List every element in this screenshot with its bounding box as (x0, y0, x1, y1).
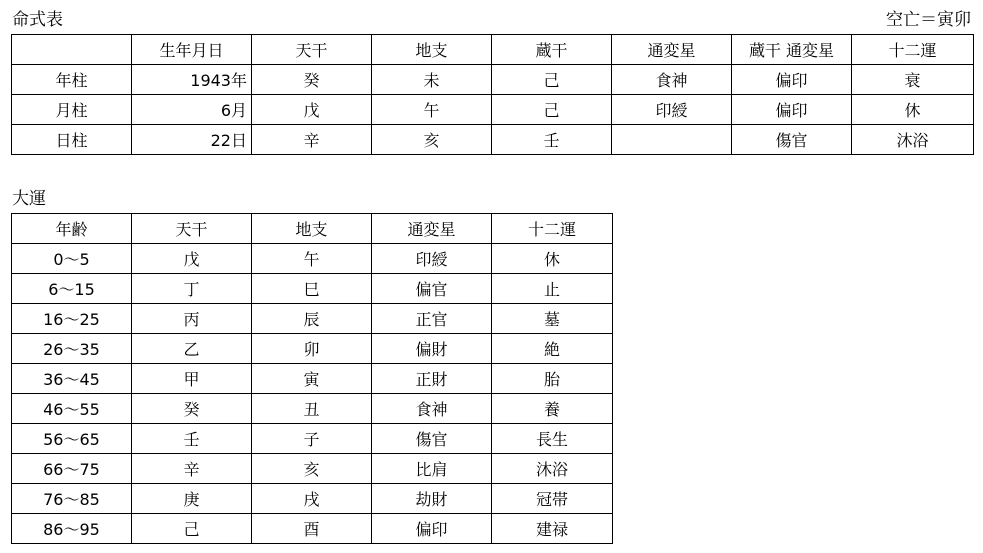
table-row (12, 364, 613, 394)
table-cell: 戊 (132, 244, 252, 274)
table-cell: 己 (132, 514, 252, 544)
taiun-title: 大運 (12, 189, 46, 209)
pillar-label: 年柱 (12, 65, 132, 95)
table-cell: 丁 (132, 274, 252, 304)
table-cell: 傷官 (372, 424, 492, 454)
table-cell: 午 (252, 244, 372, 274)
table-row (12, 244, 613, 274)
table-cell: 劫財 (372, 484, 492, 514)
age-range: 66〜75 (12, 454, 132, 484)
age-range: 76〜85 (12, 484, 132, 514)
table-cell: 壬 (492, 125, 612, 155)
header-cell: 十二運 (852, 35, 974, 65)
table-cell: 止 (492, 274, 613, 304)
table-cell: 養 (492, 394, 613, 424)
table-cell: 酉 (252, 514, 372, 544)
table-cell: 冠帯 (492, 484, 613, 514)
table-cell: 丙 (132, 304, 252, 334)
table-row (12, 65, 974, 95)
header-cell (12, 35, 132, 65)
header-cell: 年齢 (12, 214, 132, 244)
table-cell: 癸 (252, 65, 372, 95)
pillar-label: 日柱 (12, 125, 132, 155)
table-cell: 己 (492, 65, 612, 95)
meishiki-header-row (12, 35, 974, 65)
header-cell: 地支 (252, 214, 372, 244)
taiun-header-row (12, 214, 613, 244)
table-row (12, 334, 613, 364)
kubou-label: 空亡＝寅卯 (886, 10, 971, 30)
table-cell: 未 (372, 65, 492, 95)
header-cell: 蔵干 (492, 35, 612, 65)
table-cell: 正財 (372, 364, 492, 394)
table-cell (612, 125, 732, 155)
age-range: 46〜55 (12, 394, 132, 424)
birth-cell: 22日 (132, 125, 252, 155)
table-cell: 辛 (132, 454, 252, 484)
table-cell: 己 (492, 95, 612, 125)
birth-cell: 6月 (132, 95, 252, 125)
meishiki-title: 命式表 (12, 10, 63, 30)
table-cell: 建禄 (492, 514, 613, 544)
table-row (12, 454, 613, 484)
header-cell: 十二運 (492, 214, 613, 244)
table-cell: 乙 (132, 334, 252, 364)
pillar-label: 月柱 (12, 95, 132, 125)
age-range: 6〜15 (12, 274, 132, 304)
header-cell: 通変星 (372, 214, 492, 244)
table-cell: 庚 (132, 484, 252, 514)
table-row (12, 424, 613, 454)
table-row (12, 274, 613, 304)
age-range: 16〜25 (12, 304, 132, 334)
table-cell: 墓 (492, 304, 613, 334)
age-range: 56〜65 (12, 424, 132, 454)
table-cell: 戊 (252, 95, 372, 125)
header-cell: 天干 (252, 35, 372, 65)
table-cell: 印綬 (612, 95, 732, 125)
table-cell: 子 (252, 424, 372, 454)
table-cell: 長生 (492, 424, 613, 454)
table-row (12, 484, 613, 514)
table-row (12, 514, 613, 544)
table-cell: 沐浴 (852, 125, 974, 155)
table-cell: 壬 (132, 424, 252, 454)
table-cell: 甲 (132, 364, 252, 394)
table-cell: 印綬 (372, 244, 492, 274)
meishiki-table (11, 34, 974, 155)
table-cell: 休 (852, 95, 974, 125)
table-cell: 癸 (132, 394, 252, 424)
table-cell: 卯 (252, 334, 372, 364)
table-cell: 偏財 (372, 334, 492, 364)
table-cell: 沐浴 (492, 454, 613, 484)
table-row (12, 304, 613, 334)
table-cell: 衰 (852, 65, 974, 95)
table-cell: 偏官 (372, 274, 492, 304)
header-cell: 天干 (132, 214, 252, 244)
table-cell: 胎 (492, 364, 613, 394)
table-cell: 丑 (252, 394, 372, 424)
age-range: 26〜35 (12, 334, 132, 364)
table-cell: 亥 (252, 454, 372, 484)
table-row (12, 394, 613, 424)
taiun-table (11, 213, 613, 544)
table-cell: 食神 (372, 394, 492, 424)
header-cell: 地支 (372, 35, 492, 65)
table-row (12, 95, 974, 125)
table-cell: 比肩 (372, 454, 492, 484)
table-cell: 辰 (252, 304, 372, 334)
table-cell: 偏印 (372, 514, 492, 544)
table-cell: 巳 (252, 274, 372, 304)
table-cell: 寅 (252, 364, 372, 394)
table-cell: 辛 (252, 125, 372, 155)
table-cell: 休 (492, 244, 613, 274)
age-range: 0〜5 (12, 244, 132, 274)
table-cell: 正官 (372, 304, 492, 334)
header-cell: 生年月日 (132, 35, 252, 65)
table-row (12, 125, 974, 155)
table-cell: 戌 (252, 484, 372, 514)
table-cell: 午 (372, 95, 492, 125)
table-cell: 偏印 (732, 65, 852, 95)
header-cell: 通変星 (612, 35, 732, 65)
table-cell: 偏印 (732, 95, 852, 125)
birth-cell: 1943年 (132, 65, 252, 95)
header-cell: 蔵干 通変星 (732, 35, 852, 65)
table-cell: 傷官 (732, 125, 852, 155)
table-cell: 食神 (612, 65, 732, 95)
table-cell: 亥 (372, 125, 492, 155)
age-range: 36〜45 (12, 364, 132, 394)
table-cell: 絶 (492, 334, 613, 364)
age-range: 86〜95 (12, 514, 132, 544)
